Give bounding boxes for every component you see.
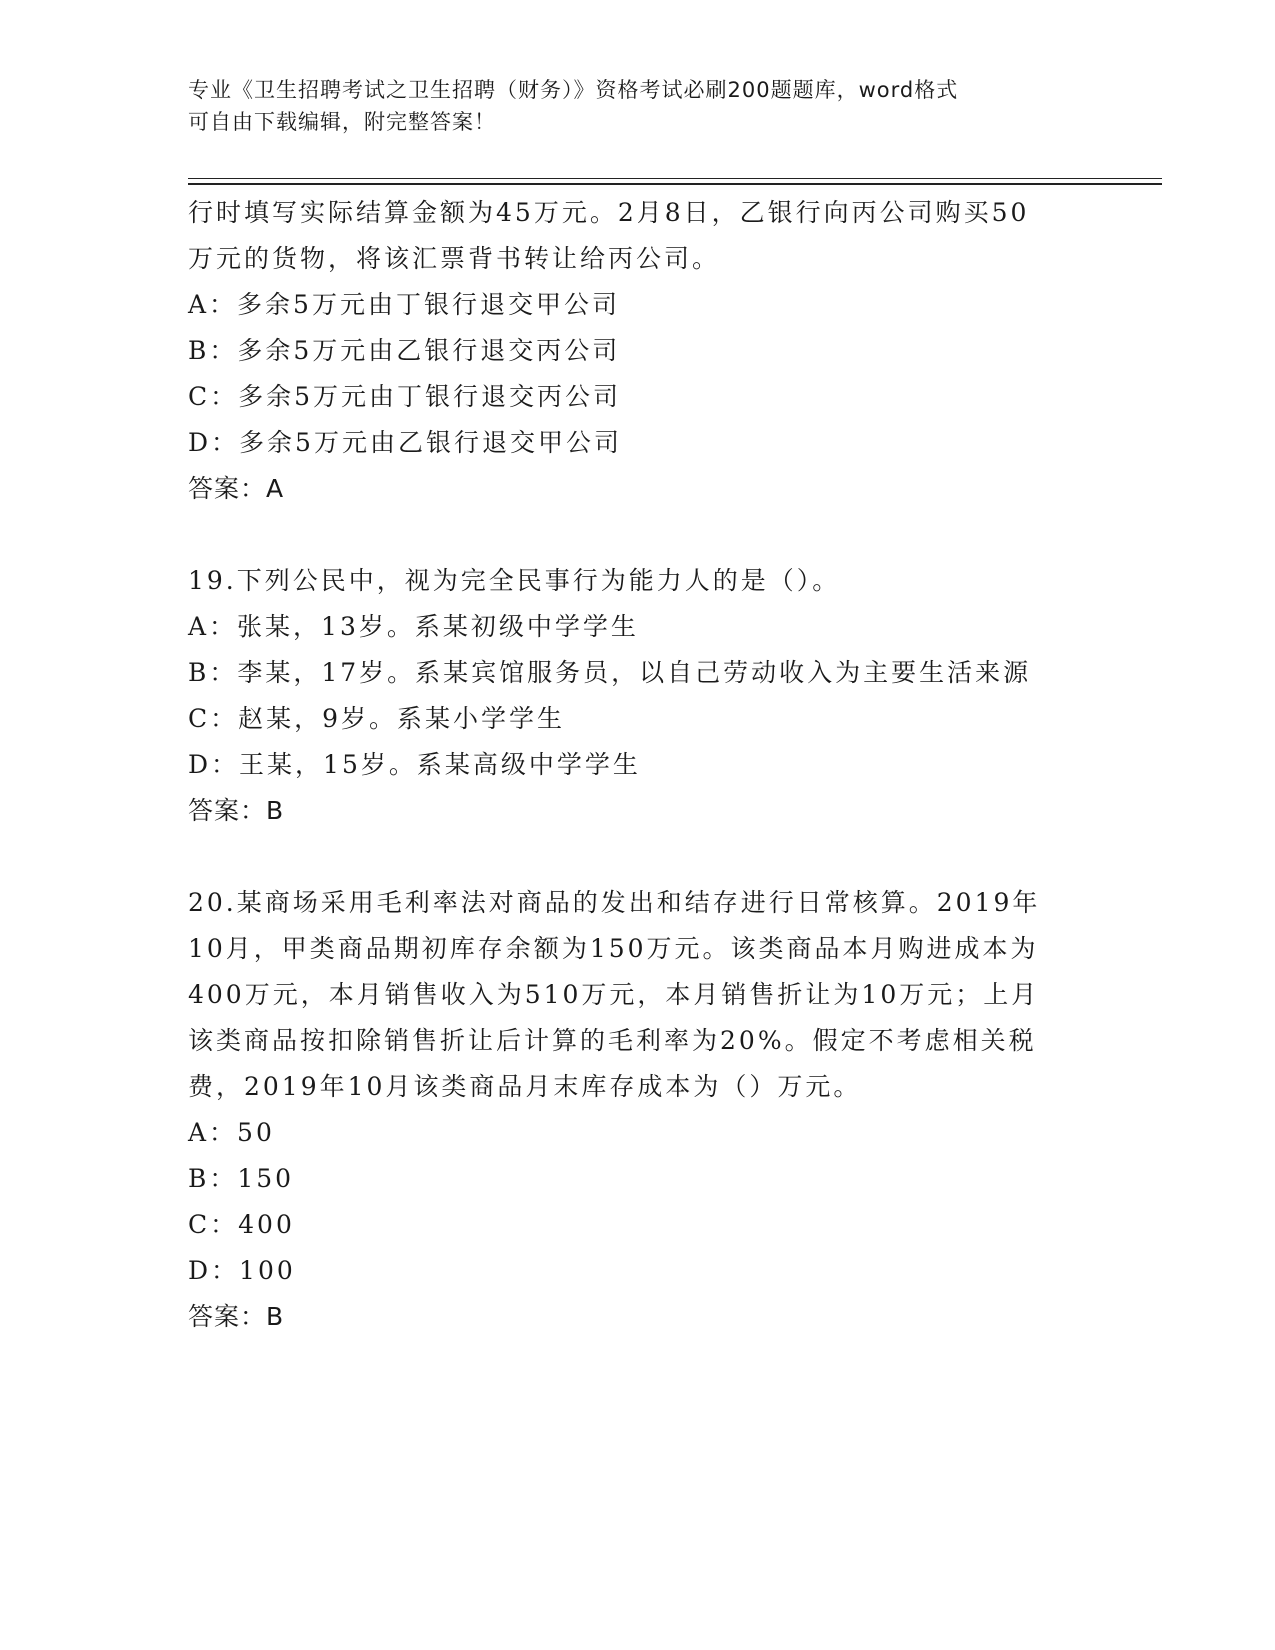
question-stem-line: 10月，甲类商品期初库存余额为150万元。该类商品本月购进成本为 bbox=[188, 934, 1039, 963]
question-19 bbox=[188, 558, 1088, 834]
question-stem-line: 万元的货物，将该汇票背书转让给丙公司。 bbox=[188, 244, 721, 273]
header-divider-thick bbox=[188, 183, 1162, 185]
option-c: C：赵某，9岁。系某小学学生 bbox=[188, 704, 566, 733]
option-a: A：50 bbox=[188, 1118, 275, 1147]
header-title-line-1: 专业《卫生招聘考试之卫生招聘（财务）》资格考试必刷200题题库，word格式 bbox=[188, 78, 959, 102]
option-a: A：多余5万元由丁银行退交甲公司 bbox=[188, 290, 620, 319]
option-b: B：150 bbox=[188, 1164, 295, 1193]
answer-line: 答案：A bbox=[188, 474, 285, 503]
answer-line: 答案：B bbox=[188, 1302, 285, 1331]
option-d: D：多余5万元由乙银行退交甲公司 bbox=[188, 428, 622, 457]
question-20 bbox=[188, 880, 1088, 1340]
option-b: B：李某，17岁。系某宾馆服务员，以自己劳动收入为主要生活来源 bbox=[188, 658, 1032, 687]
header-title-line-2: 可自由下载编辑，附完整答案！ bbox=[188, 110, 496, 134]
question-18 bbox=[188, 190, 1088, 512]
option-d: D：100 bbox=[188, 1256, 296, 1285]
option-d: D：王某，15岁。系某高级中学学生 bbox=[188, 750, 641, 779]
question-stem-line: 行时填写实际结算金额为45万元。2月8日，乙银行向丙公司购买50 bbox=[188, 198, 1030, 227]
question-stem-line: 费，2019年10月该类商品月末库存成本为（）万元。 bbox=[188, 1072, 862, 1101]
document-body bbox=[188, 190, 1088, 1340]
question-stem-line: 19.下列公民中，视为完全民事行为能力人的是（）。 bbox=[188, 566, 841, 595]
question-spacer bbox=[188, 834, 1088, 880]
option-c: C：400 bbox=[188, 1210, 295, 1239]
option-a: A：张某，13岁。系某初级中学学生 bbox=[188, 612, 639, 641]
option-b: B：多余5万元由乙银行退交丙公司 bbox=[188, 336, 621, 365]
header-divider-thin bbox=[188, 178, 1162, 179]
question-stem-line: 20.某商场采用毛利率法对商品的发出和结存进行日常核算。2019年 bbox=[188, 888, 1041, 917]
option-c: C：多余5万元由丁银行退交丙公司 bbox=[188, 382, 622, 411]
question-stem-line: 400万元，本月销售收入为510万元，本月销售折让为10万元；上月 bbox=[188, 980, 1040, 1009]
question-spacer bbox=[188, 512, 1088, 558]
document-header bbox=[188, 74, 1088, 138]
question-stem-line: 该类商品按扣除销售折让后计算的毛利率为20%。假定不考虑相关税 bbox=[188, 1026, 1037, 1055]
answer-line: 答案：B bbox=[188, 796, 285, 825]
